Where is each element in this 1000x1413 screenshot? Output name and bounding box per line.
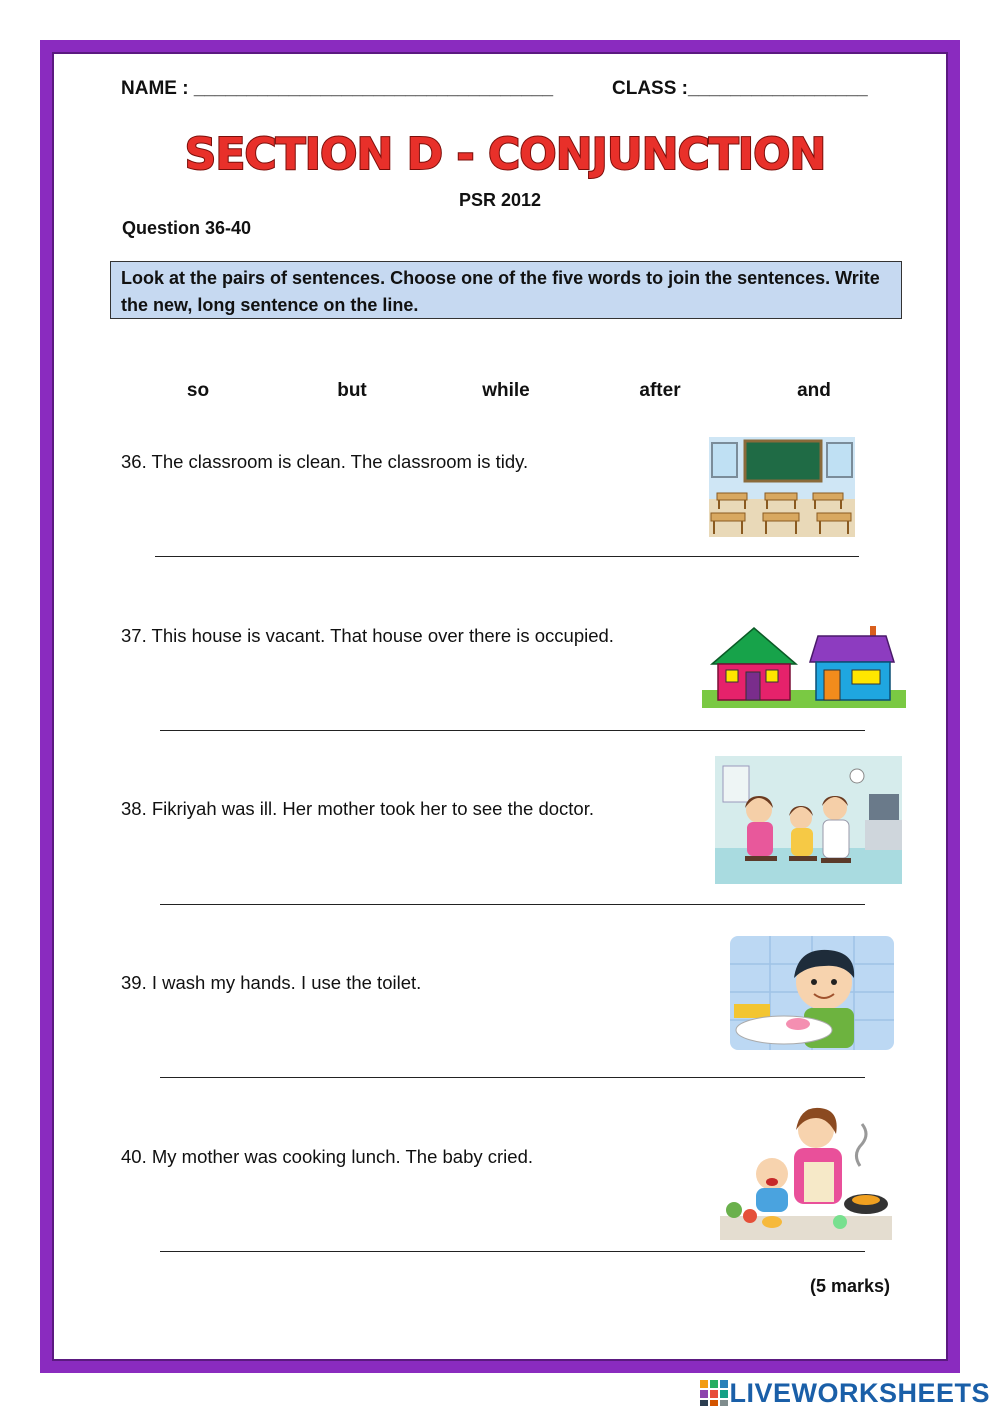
question-range: Question 36-40 <box>122 218 252 238</box>
liveworksheets-logo[interactable] <box>699 1377 990 1409</box>
answer-line-37[interactable] <box>160 730 865 731</box>
classroom-picture <box>709 437 855 537</box>
answer-line-39[interactable] <box>160 1077 865 1078</box>
word-bank-after: after <box>639 380 681 401</box>
class-field[interactable]: CLASS :_________________ <box>612 78 868 99</box>
houses-picture <box>702 622 906 708</box>
doctor-visit-picture <box>715 756 902 884</box>
instruction-box: Look at the pairs of sentences. Choose one of the five words to join the sentences. Write the new, long sentence on the line. <box>110 261 902 319</box>
name-field[interactable]: NAME : __________________________________ <box>121 78 554 99</box>
word-bank-and: and <box>797 380 831 401</box>
boy-washing-hands-picture <box>728 934 896 1052</box>
liveworksheets-wordmark: LIVEWORKSHEETS <box>729 1377 990 1408</box>
mother-cooking-baby-crying-picture <box>720 1104 892 1240</box>
question-38: 38. Fikriyah was ill. Her mother took her to see the doctor. <box>121 798 594 819</box>
question-36: 36. The classroom is clean. The classroom is tidy. <box>121 451 529 472</box>
answer-line-40[interactable] <box>160 1251 865 1252</box>
total-marks: (5 marks) <box>809 1276 890 1296</box>
section-title-text: SECTION D - CONJUNCTION <box>184 129 826 180</box>
word-bank-but: but <box>337 380 367 401</box>
answer-line-38[interactable] <box>160 904 865 905</box>
word-bank-while: while <box>482 380 530 401</box>
section-title <box>184 122 826 184</box>
question-37: 37. This house is vacant. That house over there is occupied. <box>121 625 614 646</box>
question-39: 39. I wash my hands. I use the toilet. <box>121 972 422 993</box>
question-40: 40. My mother was cooking lunch. The baby cried. <box>121 1146 534 1167</box>
exam-label: PSR 2012 <box>458 190 542 210</box>
word-bank-so: so <box>186 380 210 401</box>
liveworksheets-icon <box>699 1379 729 1407</box>
answer-line-36[interactable] <box>155 556 859 557</box>
